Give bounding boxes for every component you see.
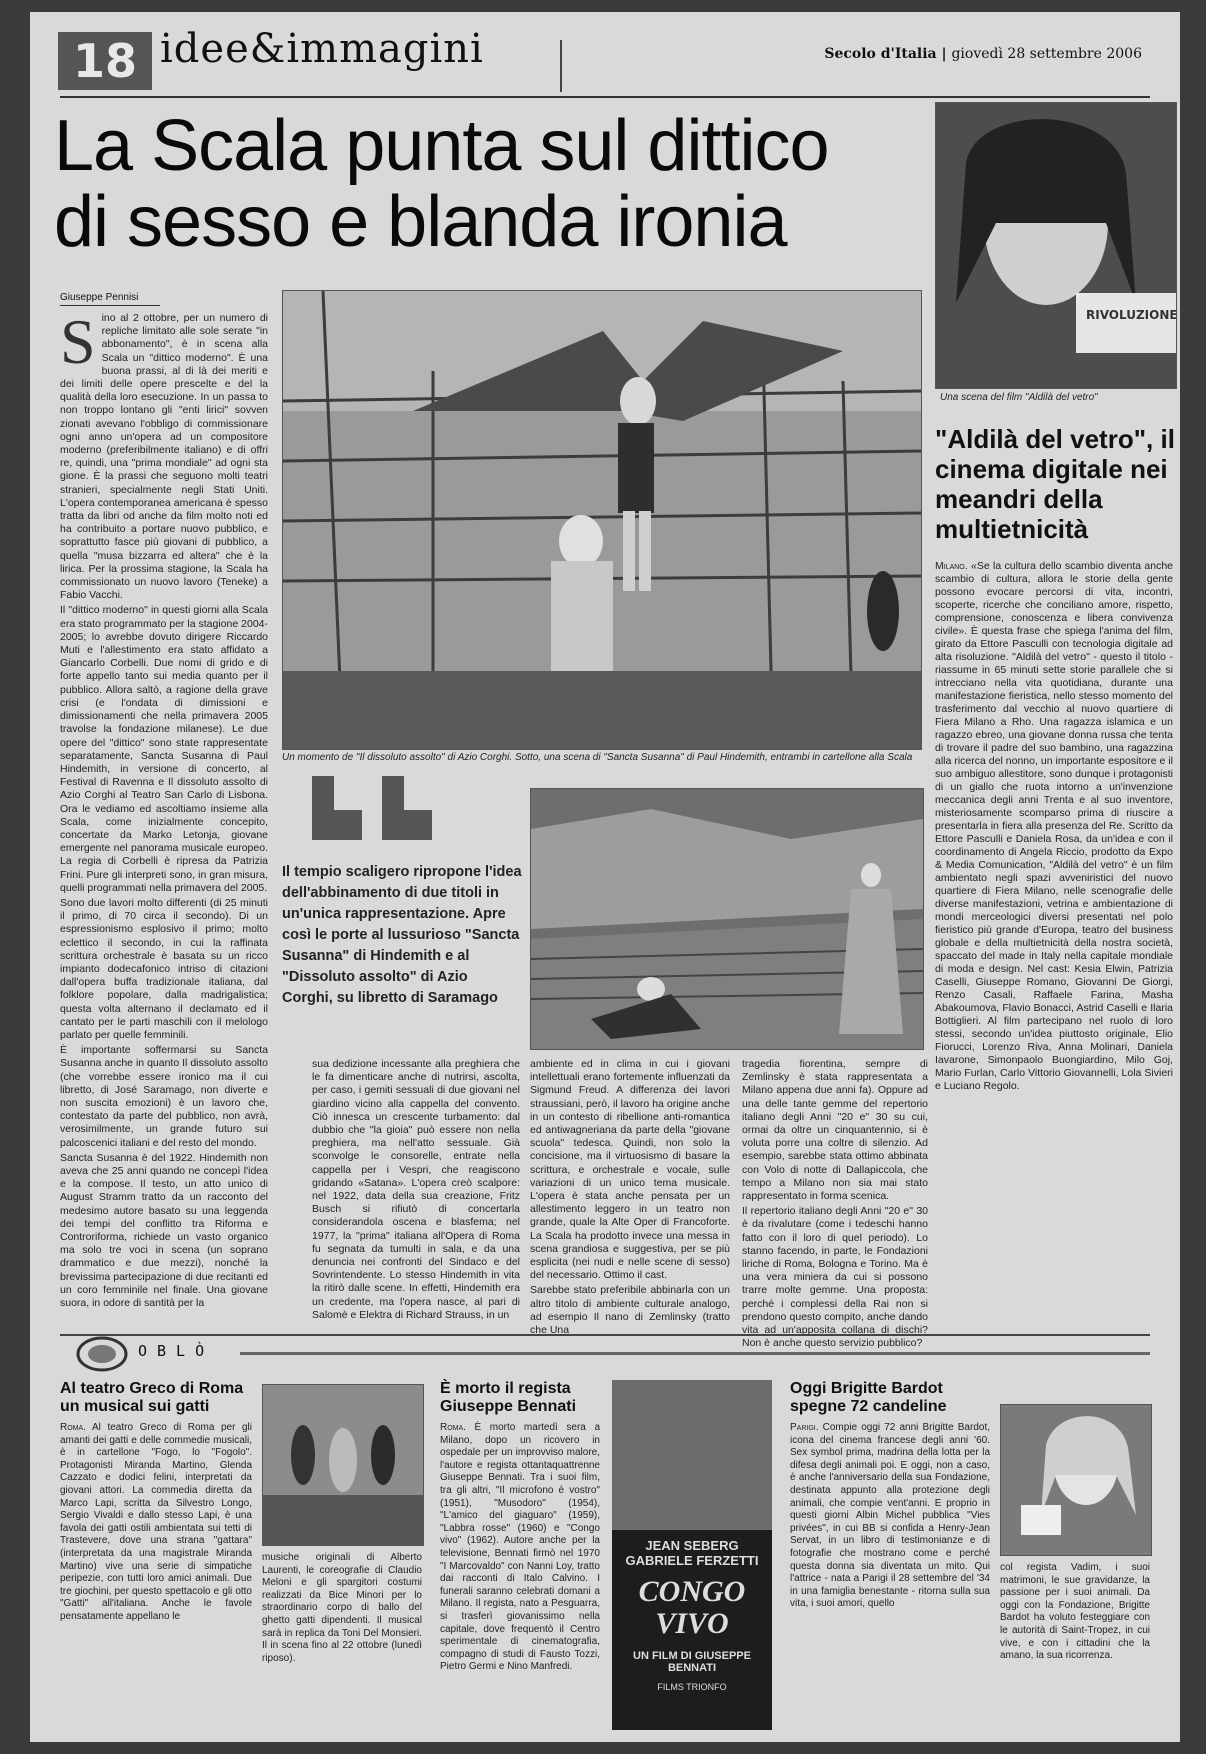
paragraph: tragedia fiorentina, sempre di Zemlinsky è stata rappresentata a Milano appena due anni fa). Oppure ad una delle tante gemme del repertorio italiano degli Anni "20 e" 30 su cui, ormai da oltre un cinquantennio, si è voluta porre una coltre di silenzio. Ad esempio, sarebbe stata ottimo abbinata con Volo di notte di Dallapiccola, che tempo a Milano non sia mai stato rappresentato in forma scenica. [742,1058,928,1203]
paragraph: Il repertorio italiano degli Anni "20 e" 30 è da rivalutare (come i tedeschi hanno fatto con il loro di quel periodo). Lo stanno facendo, in parte, le Fondazioni liriche di Roma, Bologna e Torino. Ma è una vera miniera da cui si possono trarre molte gemme. Una proposta: perché i complessi della Rai non si prendono questo compito, anche dando vita ad un'apposita collana di dischi? Non è anche questo servizio pubblico? [742,1205,928,1350]
brief-title-bennati: È morto il regista Giuseppe Bennati [440,1380,577,1415]
congo-vivo-poster [612,1380,772,1730]
photo-sign-text: RIVOLUZIONE [1086,308,1178,322]
brief-dateline: Parigi. [790,1422,819,1433]
brief-body-gatti [60,1422,252,1737]
sidebar-headline: "Aldilà del vetro", il cinema digitale nei meandri della multietnicità [935,424,1175,544]
sidebar-text: «Se la cultura dello scambio diventa anche scambio di cultura, allora le storie della gente possono evocare percorsi di vita, incontri, scoperte, ricerche che conciliano amore, rispetto, comprensione, conoscenza e libera convivenza civile». È questa frase che spiega l'anima del film, girato da Ettore Pasculli con tecnologia digitale ad alta risoluzione. "Aldilà del vetro" - questo il titolo - riassume in 65 minuti sette storie parallele che si intrecciano nella vita quotidiana, durante una manifestazione fieristica, nello stesso momento del trasferimento dal vecchio al nuovo quartiere di Fiera Milano a Rho. Una ragazza islamica e un ragazzo ebreo, una giovane donna russa che tenta di trovare il padre del suo bambino, una ragazzina alla ricerca del nonno, un importante espositore e il suo ambiguo allestitore, sono dunque i protagonisti di un giallo che ruota intorno a un'invenzione meccanica degli anni Trenta e al suo inventore, misteriosamente scomparso prima di riuscire a presentarla in fiera alla presenza del Re. Scritto da Ettore Pasculli e Daniela Rosa, da un'idea e con il coordinamento di Angela Riccio, prodotto da Expo & Media Comunication, "Aldilà del vetro" è un film ambientato negli spazi avveniristici del nuovo quartiere di Fiera Milano, nelle scenografie delle diverse manifestazioni, vetrina e ambientazione di mondi merceologici diversi presentati nel polo fieristico più grande d'Europa, teatro del business globale e della multietnicità della nostra società, spaccato del made in Italy nella capitale mondiale di moda e design. Nel cast: Kesia Elwin, Patrizia Caselli, Giuseppe Romano, Giovanni De Giorgi, Renzo Casali, Raffaele Farina, Masha Abakoumova, Flavio Bonacci, Astrid Caselli e Ilaria Bottiglieri. Al film partecipano nel ruolo di loro stessi, secondo un'idea piuttosto originale, Elio Fiorucci, Lorenzo Riva, Anna Molinari, Daniela Iavarone, Simonpaolo Buongiardino, Milo Goj, Mario Furlan, Carlo Vittorio Giovannelli, Lola Sivieri e Luciano Regolo. [935,560,1174,1092]
poster-image [612,1380,772,1530]
paragraph: È importante soffermarsi su Sancta Susanna anche in quanto Il dissoluto assolto (che vorrebbe essere ironico ma il cui libretto, di José Saramago, non diverte e non suscita emozioni) è un lavoro che, contestato da parte del pubblico, non avrà, verosimilmente, un grande futuro sui palcoscenici italiani e del resto del mondo. [60,1044,268,1149]
bardot-photo [1000,1404,1152,1556]
poster-actors: JEAN SEBERG GABRIELE FERZETTI [625,1538,759,1568]
brief-title-gatti: Al teatro Greco di Roma un musical sui gatti [60,1380,244,1415]
masthead: Secolo d'Italia | giovedì 28 settembre 2006 [824,46,1142,62]
brief-text: È morto martedì sera a Milano, dopo un ricovero in ospedale per un improvviso malore, l'autore e regista ottantaquattrenne Giuseppe Bennati. Tra i suoi film, tra gli altri, "Il microfono è vostro" (1951), "Musodoro" (1954), "L'amico del giaguaro" (1959), "Labbra rosse" (1960) e "Congo vivo" (1962). Autore anche per la televisione, Bennati firmò nel 1970 "I Marcovaldo" con Nanni Loy, tratto dai racconti di Italo Calvino. I funerali saranno celebrati domani a Milano. Il regista, nato a Pesguarra, si trasferì giovanissimo nella capitale, dove frequentò il Centro sperimentale di cinematografia, compagno di studi di Fausto Tozzi, Pietro Germi e Nino Manfredi. [440,1422,601,1673]
poster-studio: FILMS TRIONFO [657,1682,727,1692]
sancta-susanna-illustration [531,789,923,1049]
film-still-photo [935,102,1177,389]
poster-title: CONGO VIVO [638,1575,746,1640]
poster-credit: UN FILM DI GIUSEPPE BENNATI [633,1650,751,1674]
bardot-portrait-illustration [1001,1405,1151,1555]
opera-stage-illustration [283,291,921,749]
article-column-2 [312,1058,520,1328]
masthead-name: Secolo d'Italia [824,46,937,62]
newspaper-page [30,12,1180,1742]
opera-photo-dissoluto [282,290,922,750]
oblo-rule [240,1352,1150,1355]
main-headline [54,108,954,260]
brief-body-bardot [790,1422,990,1732]
article-column-3 [530,1058,730,1337]
pull-quote: Il tempio scaligero ripropone l'idea dell'abbinamento di due titoli in un'unica rappresentazione. Apre così le porte al lussurioso "Sancta Susanna" di Hindemith e al "Dissoluto assolto" di Azio Corghi, su libretto di Saramago [282,864,522,1006]
section-title: idee&immagini [160,26,484,72]
header-rule [60,96,1150,98]
paragraph: Sarebbe stato preferibile abbinarla con un altro titolo di ambiente culturale analogo, ad esempio Il nano di Zemlinsky (tratto che Una [530,1284,730,1337]
paragraph: Sancta Susanna è del 1922. Hindemith non aveva che 25 anni quando ne concepì l'idea e la compose. Il testo, un atto unico di August Stramm tratto da un racconto del medesimo autore basato su una leggenda dei tempi del conflitto tra Riforma e Controriforma, richiede un vasto organico ma solo tre voci in scena (un soprano drammatico e due mezzi), nonché la brevissima partecipazione di due recitanti ed un coro femminile nel finale. Una giovane suora, in odore di santità per la [60,1151,268,1310]
brief-text: Compie oggi 72 anni Brigitte Bardot, icona del cinema francese degli anni '60. Sex symbol prima, madrina della lotta per la difesa degli animali poi. E oggi, non a caso, è anche l'anniversario della sua Fondazione, destinata appunto alla protezione degli animali, che compie vent'anni. E proprio in questi giorni Albin Michel pubblica "Vies privées", in cui BB si confida a Henry-Jean Servat, in un libro di testimonianze e di fotografie che mostrano come e perché questa donna sia diventata un mito. Qui l'attrice - nata a Parigi il 28 settembre del '34 in una famiglia benestante - ritorna sulla sua vita, i suoi amori, quello [790,1422,990,1610]
issue-date: giovedì 28 settembre 2006 [951,46,1142,62]
brief-title-bardot: Oggi Brigitte Bardot spegne 72 candeline [790,1380,947,1415]
paragraph: Sono due lavori molto differenti (di 25 minuti il primo, di 70 circa il secondo). Di un espressionismo esplosivo il primo; molto eclettico il secondo, in cui la raffinata scrittura orchestrale è basata su un ricco impianto dodecafonico intriso di citazioni dall'opera buffa tradizionale italiana, dal folklore popolare, dalla madrigalistica; questa volta alternano il declamato ed il cantato per le parti maschili con il melologo parlato per quelle femminili. [60,896,268,1041]
sidebar-dateline: Milano. [935,560,968,572]
byline: Giuseppe Pennisi [60,292,160,306]
quote-mark-icon [312,776,442,840]
brief-text: Al teatro Greco di Roma per gli amanti dei gatti e delle commedie musicali, è in cartellone "Fogo, lo "Fogolo". Protagonisti Miranda Martino, Glenda Cazzato e dodici felini, interpretati da giovani attori. La commedia diretta da Marco Lapi, scritta da Silvestro Longo, Sergio Vivaldi e dallo stesso Lapi, è una favola dei gatti ostili ambientata sui tetti di Trastevere, dove una strana "gattara" (interpretata da una magistrale Miranda Martino) vive una serie di simpatiche peripezie, con tutti loro amici animali. Due tre giochini, per questo spettacolo e gli otto "Gatti" all'italiana. Anche le favole pensatamente appellano le [60,1422,253,1622]
photo-caption-main: Un momento de "Il dissoluto assolto" di Azio Corghi. Sotto, una scena di "Sancta Susanna" di Paul Hindemith, entrambi in cartellone alla Scala [282,752,913,763]
headline-line-1: La Scala punta sul dittico [54,106,829,186]
photo-caption-film: Una scena del film "Aldilà del vetro" [940,392,1098,403]
film-still-illustration [936,103,1176,388]
opera-photo-sancta-susanna [530,788,924,1050]
musical-gatti-photo [262,1384,424,1546]
page-number: 18 [58,32,152,90]
brief-dateline: Roma. [60,1422,86,1433]
brief-dateline: Roma. [440,1422,466,1433]
musical-stage-illustration [263,1385,423,1545]
brief-body-gatti-cont: musiche originali di Alberto Laurenti, le coreografie di Claudio Meloni e gli spargitori costumi realizzati da Bice Minori per lo straordinario corpo di ballo del ghetto gatti dipendenti. Il musical sarà in replica da Toni Del Monsieri. Il in scena fino al 22 ottobre (lunedì riposo). [262,1552,422,1664]
paragraph: ino al 2 ottobre, per un numero di repliche limitato alle sole serate "in abbonamento", è in scena alla Scala un "dittico moderno". È una buona prassi, al di là dei meriti e dei limiti delle opere prescelte e del la qualità della loro esecuzione. In un passa to non troppo lontano gli "enti lirici" sovven zionati avevano l'obbligo di commissionare ogni anno un'opera ad un compositore moderno (preferibilmente italiano) e di offri re, quindi, una "prima mondiale" ad ogni sta gione. È la prassi che seguono molti teatri stranieri, specialmente negli Stati Uniti. L'opera contemporanea americana è spesso tratta da libri od anche da film molto noti ed ha contribuito a portare nuovo pubblico, e soprattutto fasce più giovani di pubblico, a quella "musa bizzarra ed altera" che è la lirica. Per la prossima stagione, la Scala ha commissionato un nuovo lavoro (Teneke) a Fabio Vacchi. [60,312,268,602]
oblo-label: OBLÒ [138,1342,215,1360]
brief-body-bennati [440,1422,600,1732]
paragraph: Il "dittico moderno" in questi giorni alla Scala era stato programmato per la stagione 2004-2005; lo avrebbe dovuto dirigere Riccardo Muti e l'allestimento era stato affidato a Giancarlo Corbelli. Due nomi di grido e di forte appello tanto sui media quanto per il pubblico. Allora saltò, a ragione della grave crisi (e l'ondata di dimissioni e dimissionamenti che nella primavera 2005 travolse la fondazione milanese). Le due opere del "dittico" sono state rappresentate separatamente, Sancta Susanna di Paul Hindemith, in versione di concerto, al Festival di Ravenna e Il dissoluto assolto di Azio Corghi al Teatro San Carlo di Lisbona. Ora le vediamo ed ascoltiamo insieme alla Scala, come inizialmente concepito, concertate da Marko Letonja, giovane emergente nel panorama musicale europeo. La regia di Corbelli è ripresa da Patrizia Frini. Pure gli interpreti sono, in gran misura, quelli programmati nella primavera del 2005. [60,604,268,894]
porthole-icon [76,1336,128,1372]
brief-body-bardot-cont: col regista Vadim, i suoi matrimoni, le sue gravidanze, la passione per i suoi animali. Da oggi con la Fondazione, Brigitte Bardot ha voluto festeggiare con le autorità di Saint-Tropez, in cui vive, e con i cittadini che la amano, la sua ricorrenza. [1000,1562,1150,1662]
dropcap: S [60,306,96,377]
article-column-1 [60,306,268,1328]
paragraph: sua dedizione incessante alla preghiera che le fa dimenticare anche di nutrirsi, ascolta, per caso, i gemiti sessuali di due giovani nel giardino vicino alla cappella del convento. Ciò innesca un crescente turbamento: dal dubbio che "la gioia" può essere non nella preghiera, ma nell'atto sessuale. Già sconvolge le consorelle, entrate nella cappella per i Vespri, che reagiscono gridando «Satana». L'opera creò scalpore: nel 1922, data della sua creazione, Fritz Busch si rifiutò di concertarla considerandola oscena e blasfema; nel 1977, la "prima" italiana all'Opera di Roma fu segnata da tumulti in sala, e da una denuncia nei confronti del Sindaco e del Sovrintendente. Lo stesso Hindemith in vita la ritirò dalle scene. In effetti, Hindemith era un credente, ma l'opera nasce, al pari di Salomè e Elektra di Richard Strauss, in un [312,1058,520,1321]
sidebar-body [935,560,1173,1330]
article-column-4 [742,1058,928,1350]
headline-line-2: di sesso e blanda ironia [54,182,787,262]
header-divider [560,40,562,92]
paragraph: ambiente ed in clima in cui i giovani intellettuali erano fortemente influenzati da Sigmund Freud. A differenza dei lavori straussiani, però, il lavoro ha origine anche in un contesto di ribellione anti-romantica ed antiwagneriana da parte della "giovane scuola" tedesca. Quindi, non solo la concisione, ma il virtuosismo di basare la scrittura, e orchestrale e vocale, sulle variazioni di un unico tema musicale. L'opera è stata anche pensata per un allestimento leggero in un teatro non grande, quale la Alte Oper di Francoforte. La Scala ha prodotto invece una messa in scena grandiosa e suggestiva, per se più esplicita (nei nudi e nelle scene di sesso) del necessario. Ottimo il cast. [530,1058,730,1282]
oblo-section-bar [60,1334,1150,1360]
